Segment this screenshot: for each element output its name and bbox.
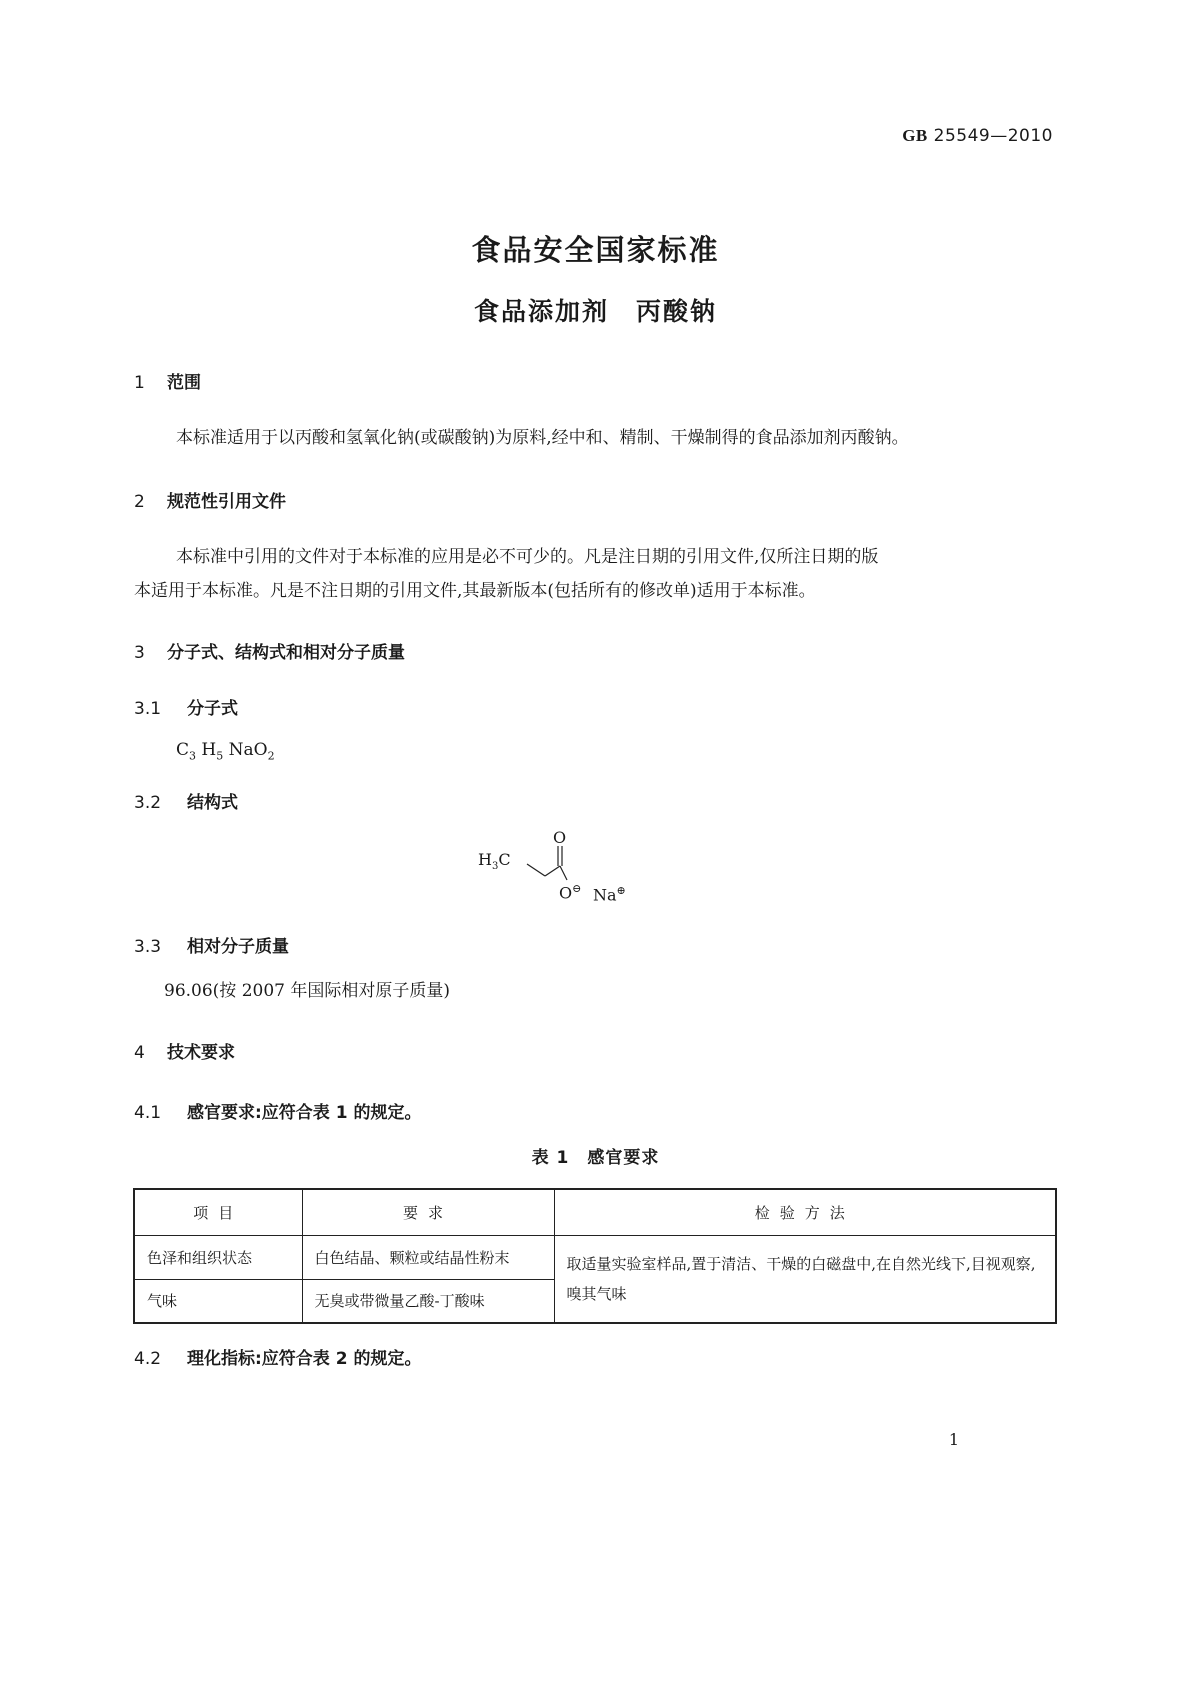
section-title: 分子式、结构式和相对分子质量	[167, 643, 405, 663]
section-title: 结构式	[187, 793, 238, 813]
section-4-1-heading	[134, 1098, 421, 1123]
header-item: 项目	[134, 1189, 302, 1235]
formula-sub: 5	[216, 749, 224, 763]
formula-part: C	[176, 740, 190, 760]
sensory-requirements-table	[133, 1188, 1057, 1324]
molecular-formula	[176, 740, 275, 762]
section-3-2-heading	[134, 788, 238, 813]
atom-o-top: O	[553, 828, 567, 847]
formula-part: H	[201, 740, 217, 760]
atom-na	[593, 884, 626, 904]
section-title: 相对分子质量	[187, 937, 289, 957]
section-number: 3.1	[134, 699, 162, 719]
section-4-2-heading	[134, 1344, 421, 1369]
section-2-line-2: 本适用于本标准。凡是不注日期的引用文件,其最新版本(包括所有的修改单)适用于本标准。	[134, 581, 816, 601]
table-row	[134, 1235, 1056, 1279]
page-number: 1	[948, 1430, 959, 1449]
formula-sub: 3	[189, 749, 197, 763]
formula-part: NaO	[228, 740, 268, 760]
section-3-1-heading	[134, 694, 238, 719]
bond-ch3-ch2	[527, 864, 545, 876]
section-number: 4.1	[134, 1103, 162, 1123]
cell-requirement: 白色结晶、颗粒或结晶性粉末	[302, 1235, 554, 1279]
section-title: 范围	[167, 373, 201, 393]
header-requirement: 要求	[302, 1189, 554, 1235]
atom-na-label: Na	[593, 885, 617, 905]
section-title: 规范性引用文件	[167, 492, 286, 512]
cell-item: 气味	[134, 1279, 302, 1323]
standard-code	[902, 126, 1053, 146]
document-subtitle: 食品添加剂 丙酸钠	[473, 297, 717, 326]
section-title: 理化指标:应符合表 2 的规定。	[187, 1349, 422, 1369]
section-2-text	[134, 540, 1058, 608]
section-title: 感官要求:应符合表 1 的规定。	[187, 1103, 422, 1123]
charge-plus: ⊕	[616, 884, 626, 897]
table-1-caption: 表 1 感官要求	[531, 1148, 660, 1168]
molecular-mass: 96.06(按 2007 年国际相对原子质量)	[164, 981, 451, 1001]
atom-h3c	[478, 850, 511, 872]
standard-number: 25549—2010	[933, 126, 1053, 146]
standard-prefix: GB	[902, 126, 928, 145]
section-number: 3	[134, 643, 145, 663]
section-number: 4.2	[134, 1349, 162, 1369]
atom-h: H	[478, 850, 492, 869]
charge-minus: ⊖	[572, 882, 582, 895]
section-2-heading	[134, 487, 286, 512]
section-2-line-1: 本标准中引用的文件对于本标准的应用是必不可少的。凡是注日期的引用文件,仅所注日期的版	[176, 547, 879, 567]
section-number: 3.3	[134, 937, 162, 957]
cell-method: 取适量实验室样品,置于清洁、干燥的白磁盘中,在自然光线下,目视观察,嗅其气味	[554, 1235, 1056, 1323]
section-3-heading	[134, 638, 405, 663]
section-number: 4	[134, 1043, 145, 1063]
bond-c-o	[560, 866, 567, 880]
section-number: 1	[134, 373, 145, 393]
atom-o-minus	[559, 882, 581, 902]
header-method: 检验方法	[554, 1189, 1056, 1235]
structural-formula	[475, 828, 675, 908]
section-4-heading	[134, 1038, 235, 1063]
section-title: 分子式	[187, 699, 238, 719]
section-3-3-heading	[134, 932, 289, 957]
cell-requirement: 无臭或带微量乙酸-丁酸味	[302, 1279, 554, 1323]
atom-o: O	[559, 883, 573, 903]
section-1-heading	[134, 368, 201, 393]
table-header-row	[134, 1189, 1056, 1235]
section-number: 2	[134, 492, 145, 512]
atom-sub: 3	[491, 861, 499, 873]
bond-ch2-c	[545, 866, 560, 876]
atom-c: C	[498, 850, 511, 869]
formula-sub: 2	[267, 749, 275, 763]
section-1-text: 本标准适用于以丙酸和氢氧化钠(或碳酸钠)为原料,经中和、精制、干燥制得的食品添加剂丙酸钠。	[176, 428, 909, 448]
section-number: 3.2	[134, 793, 162, 813]
document-title: 食品安全国家标准	[471, 233, 720, 267]
cell-item: 色泽和组织状态	[134, 1235, 302, 1279]
section-title: 技术要求	[167, 1043, 235, 1063]
